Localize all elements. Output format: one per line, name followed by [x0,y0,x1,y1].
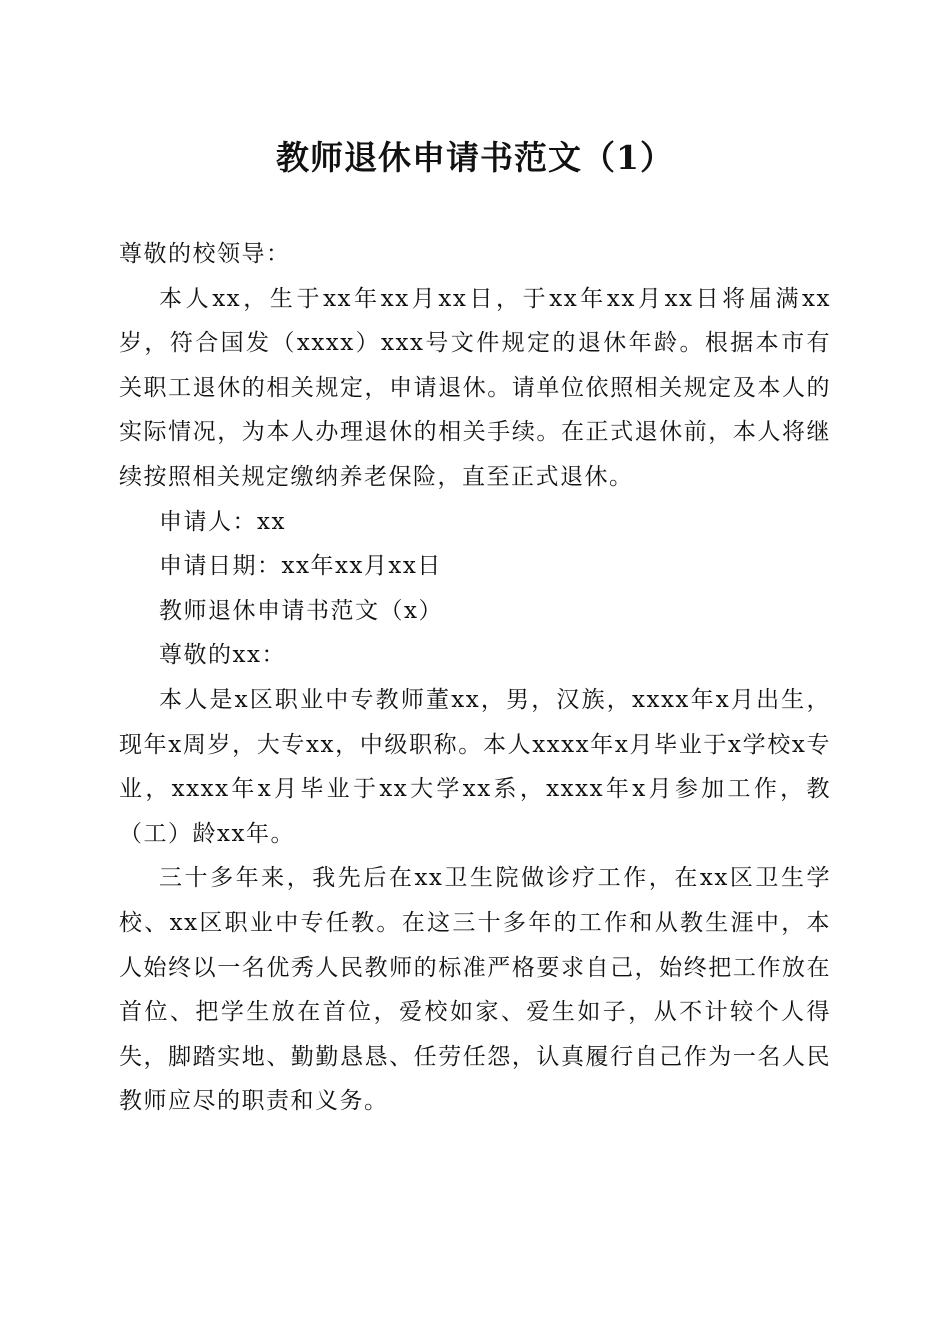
section-heading: 教师退休申请书范文（x） [159,597,443,624]
application-date-line: 申请日期：xx年xx月xx日 [159,553,442,580]
paragraph-personal-info: 本人是x区职业中专教师董xx，男，汉族，xxxx年x月出生，现年x周岁，大专xx，中级职称。本人xxxx年x月毕业于x学校x专业，xxxx年x月毕业于xx大学xx系，xxxx年x月参加工作，教（工）龄xx年。 [119,686,831,847]
salutation: 尊敬的校领导： [119,241,291,267]
second-salutation: 尊敬的xx： [159,642,286,669]
document-body [119,232,831,1124]
paragraph-retirement-request: 本人xx，生于xx年xx月xx日，于xx年xx月xx日将届满xx岁，符合国发（xxxx）xxx号文件规定的退休年龄。根据本市有关职工退休的相关规定，申请退休。请单位依照相关规定及本人的实际情况，为本人办理退休的相关手续。在正式退休前，本人将继续按照相关规定缴纳养老保险，直至正式退休。 [119,285,831,490]
paragraph-career-summary: 三十多年来，我先后在xx卫生院做诊疗工作，在xx区卫生学校、xx区职业中专任教。在这三十多年的工作和从教生涯中，本人始终以一名优秀人民教师的标准严格要求自己，始终把工作放在首位、把学生放在首位，爱校如家、爱生如子，从不计较个人得失，脚踏实地、勤勤恳恳、任劳任怨，认真履行自己作为一名人民教师应尽的职责和义务。 [119,865,831,1115]
applicant-line: 申请人：xx [159,508,286,535]
document-title: 教师退休申请书范文（1） [276,138,674,177]
